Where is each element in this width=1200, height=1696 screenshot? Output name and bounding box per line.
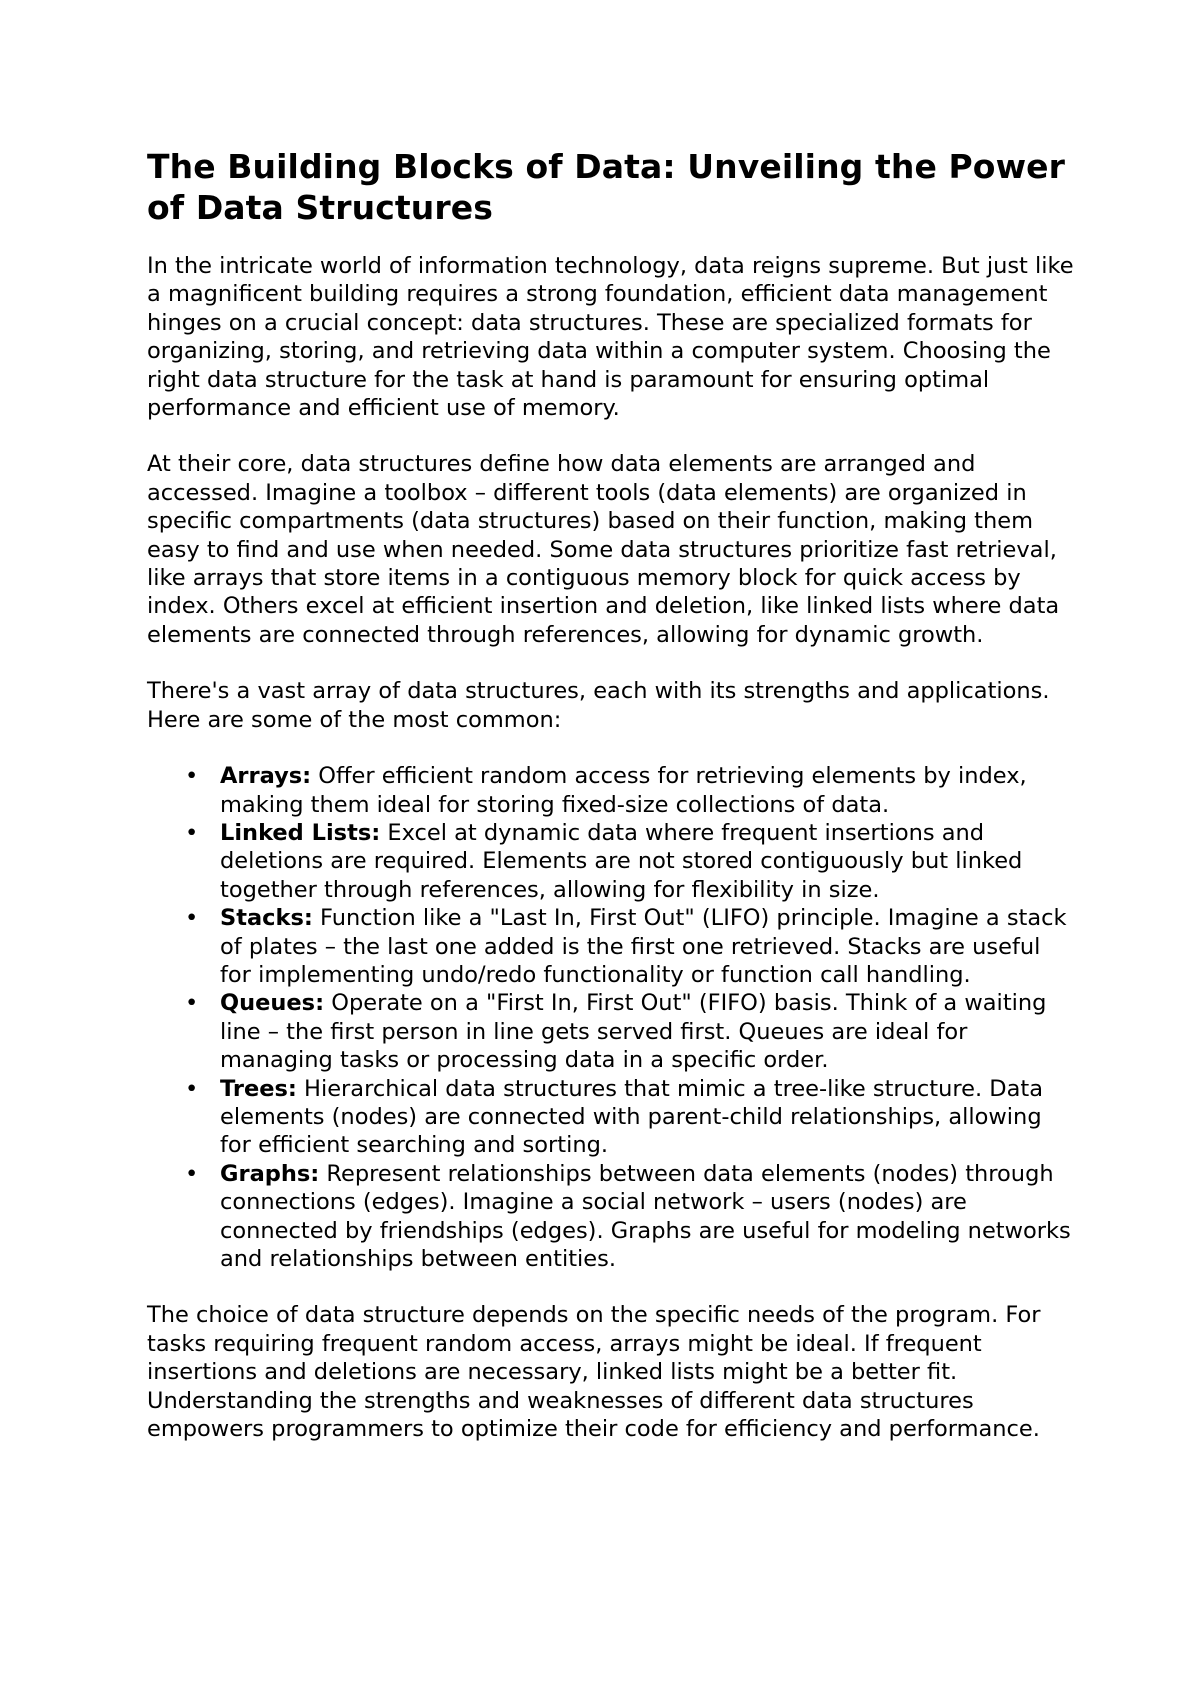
document-title: The Building Blocks of Data: Unveiling the Power of Data Structures [147,147,1066,227]
intro-paragraph: In the intricate world of information technology, data reigns supreme. But just like a magnificent building requires a strong foundation, efficient data management hinges on a crucial concept: data structures. These are specialized formats for organizing, storing, and retrieving data within a computer system. Choosing the right data structure for the task at hand is paramount for ensuring optimal performance and efficient use of memory. [147,253,1074,422]
list-item-term: Trees: [220,1075,297,1102]
bullet-icon: • [185,819,199,846]
conclusion-paragraph: The choice of data structure depends on the specific needs of the program. For tasks requiring frequent random access, arrays might be ideal. If frequent insertions and deletions are necessary, linked lists might be a better fit. Understanding the strengths and weaknesses of different data structures empowers programmers to optimize their code for efficiency and performance. [147,1302,1041,1443]
list-item-term: Graphs: [220,1160,320,1187]
data-structures-list [147,762,1077,1273]
list-intro-paragraph: There's a vast array of data structures, each with its strengths and applications. Here are some of the most common: [147,678,1050,733]
bullet-icon: • [185,990,199,1017]
list-item-arrays [147,762,1077,819]
bullet-icon: • [185,1075,199,1102]
list-item-term: Queues: [220,990,325,1017]
list-item-stacks [147,904,1077,989]
core-paragraph: At their core, data structures define how data elements are arranged and accessed. Imagine a toolbox – different tools (data elements) are organized in specific compartments (data structures) based on their function, making them easy to find and use when needed. Some data structures prioritize fast retrieval, like arrays that store items in a contiguous memory block for quick access by index. Others excel at efficient insertion and deletion, like linked lists where data elements are connected through references, allowing for dynamic growth. [147,451,1060,648]
list-item-text: Represent relationships between data elements (nodes) through connections (edges). Imagine a social network – users (nodes) are connected by friendships (edges). Graphs are useful for modeling networks and relationships between entities. [220,1160,1071,1272]
list-item-term: Linked Lists: [220,819,381,846]
list-item-text: Hierarchical data structures that mimic a tree-like structure. Data elements (nodes) are connected with parent-child relationships, allowing for efficient searching and sorting. [220,1075,1043,1159]
list-item-text: Excel at dynamic data where frequent insertions and deletions are required. Elements are not stored contiguously but linked together through references, allowing for flexibility in size. [220,819,1023,903]
bullet-icon: • [185,763,199,790]
list-item-text: Offer efficient random access for retrieving elements by index, making them ideal for storing fixed-size collections of data. [220,763,1027,818]
list-item-term: Stacks: [220,905,313,932]
list-item-text: Operate on a "First In, First Out" (FIFO) basis. Think of a waiting line – the first person in line gets served first. Queues are ideal for managing tasks or processing data in a specific order. [220,990,1047,1074]
list-item-queues [147,989,1077,1074]
list-item-text: Function like a "Last In, First Out" (LIFO) principle. Imagine a stack of plates – the last one added is the first one retrieved. Stacks are useful for implementing undo/redo functionality or function call handling. [220,905,1067,988]
list-item-linked-lists [147,819,1077,904]
list-item-term: Arrays: [220,763,312,790]
document-page [147,146,1077,1443]
bullet-icon: • [185,905,199,932]
bullet-icon: • [185,1160,199,1187]
list-item-trees [147,1075,1077,1160]
list-item-graphs [147,1160,1077,1274]
